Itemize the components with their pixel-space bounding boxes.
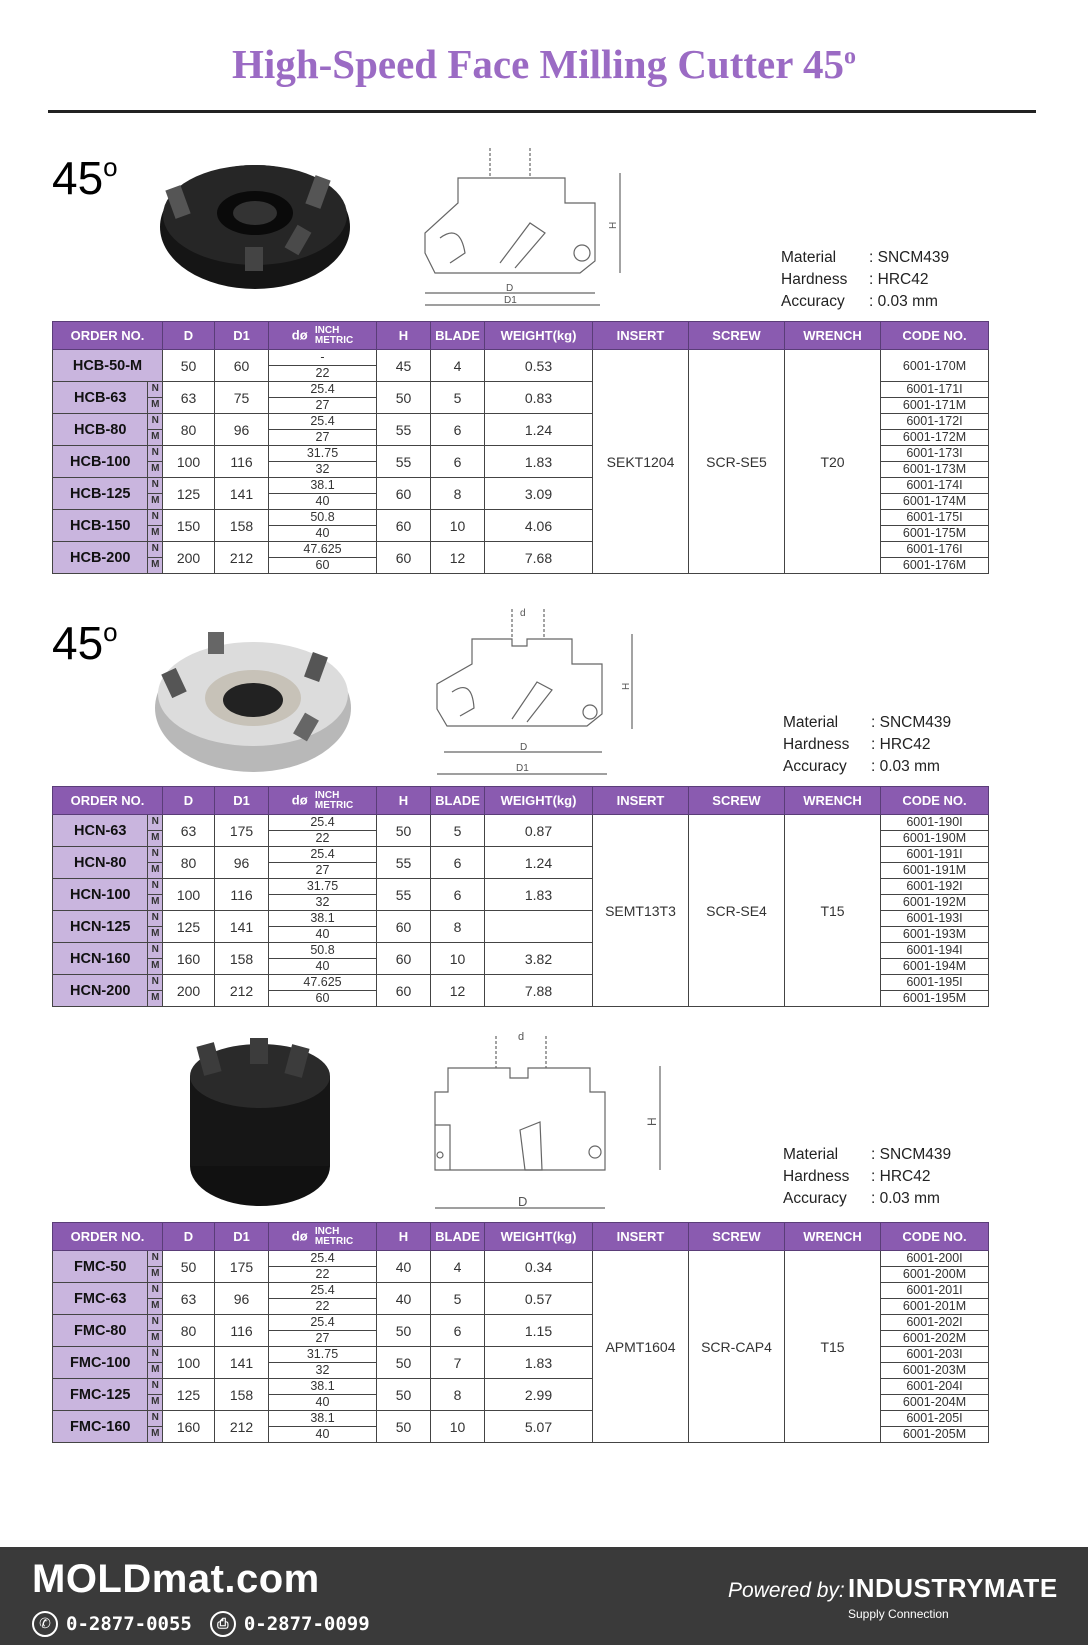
cell-d1: 212 [215, 975, 269, 1007]
cell-code: 6001-202I 6001-202M [881, 1315, 989, 1347]
nm-flag: N M [148, 382, 163, 414]
cell-wrench: T15 [785, 1251, 881, 1443]
nm-flag: N M [148, 510, 163, 542]
col-header-dphi: dø INCH METRIC [269, 322, 377, 350]
nm-flag: N M [148, 847, 163, 879]
cell-weight: 7.88 [485, 975, 593, 1007]
cell-d1: 141 [215, 911, 269, 943]
col-header-wrench: WRENCH [785, 1223, 881, 1251]
cell-d: 160 [163, 943, 215, 975]
cell-d1: 96 [215, 1283, 269, 1315]
cell-bore: 31.75 32 [269, 446, 377, 478]
cell-code: 6001-200I 6001-200M [881, 1251, 989, 1283]
cell-bore: 25.4 27 [269, 847, 377, 879]
powered-by-label: Powered by: [728, 1579, 845, 1602]
spec-table-fmc [52, 1222, 989, 1443]
cell-d: 125 [163, 1379, 215, 1411]
cell-blade: 10 [431, 510, 485, 542]
cell-bore: 47.625 60 [269, 542, 377, 574]
section-fmc [0, 1030, 1088, 1510]
cell-weight: 1.83 [485, 446, 593, 478]
col-header-wrench: WRENCH [785, 322, 881, 350]
cell-bore: 50.8 40 [269, 943, 377, 975]
cell-d1: 212 [215, 542, 269, 574]
angle-label: 45$^o$ [52, 617, 118, 669]
cell-weight: 7.68 [485, 542, 593, 574]
nm-flag: N M [148, 815, 163, 847]
cell-weight: 1.83 [485, 879, 593, 911]
cell-d1: 141 [215, 1347, 269, 1379]
cell-bore: 25.4 22 [269, 1251, 377, 1283]
cell-d1: 158 [215, 1379, 269, 1411]
cell-d: 100 [163, 446, 215, 478]
order-no: HCB-50-M [53, 350, 163, 382]
col-header-dphi: dø INCH METRIC [269, 1223, 377, 1251]
cell-d1: 116 [215, 1315, 269, 1347]
svg-text:D: D [520, 742, 528, 753]
cell-weight [485, 911, 593, 943]
col-header-screw: SCREW [689, 322, 785, 350]
cell-blade: 6 [431, 1315, 485, 1347]
order-no: HCN-100 [53, 879, 148, 911]
cell-h: 55 [377, 847, 431, 879]
cell-code: 6001-176I 6001-176M [881, 542, 989, 574]
col-header-d1: D1 [215, 1223, 269, 1251]
col-header-code: CODE NO. [881, 322, 989, 350]
cutter-photo-silver [148, 620, 358, 780]
footer [0, 1547, 1088, 1645]
cell-weight: 5.07 [485, 1411, 593, 1443]
col-header-blade: BLADE [431, 1223, 485, 1251]
cell-d1: 60 [215, 350, 269, 382]
cell-code: 6001-194I 6001-194M [881, 943, 989, 975]
order-no: HCN-80 [53, 847, 148, 879]
cell-d: 200 [163, 542, 215, 574]
col-header-order: ORDER NO. [53, 1223, 163, 1251]
cell-code: 6001-204I 6001-204M [881, 1379, 989, 1411]
section-hcb [0, 135, 1088, 605]
col-header-weight: WEIGHT(kg) [485, 322, 593, 350]
cell-blade: 8 [431, 911, 485, 943]
cell-blade: 5 [431, 382, 485, 414]
col-header-screw: SCREW [689, 1223, 785, 1251]
svg-text:D: D [518, 1194, 528, 1209]
cell-h: 50 [377, 1315, 431, 1347]
cell-d: 160 [163, 1411, 215, 1443]
svg-text:H: H [621, 682, 632, 690]
svg-text:D1: D1 [504, 295, 517, 306]
nm-flag: N M [148, 1315, 163, 1347]
spec-table-hcn [52, 786, 989, 1007]
cell-wrench: T15 [785, 815, 881, 1007]
phone-number[interactable]: 0-2877-0055 [66, 1613, 192, 1635]
cell-weight: 0.57 [485, 1283, 593, 1315]
cell-h: 60 [377, 911, 431, 943]
cell-h: 55 [377, 879, 431, 911]
cell-d: 150 [163, 510, 215, 542]
cell-d1: 116 [215, 446, 269, 478]
table-row [53, 350, 989, 382]
cell-blade: 12 [431, 975, 485, 1007]
cutter-drawing-fmc [430, 1030, 670, 1210]
cell-code: 6001-170M [881, 350, 989, 382]
order-no: FMC-80 [53, 1315, 148, 1347]
col-header-insert: INSERT [593, 322, 689, 350]
cell-code: 6001-190I 6001-190M [881, 815, 989, 847]
cell-h: 50 [377, 1347, 431, 1379]
cell-weight: 0.34 [485, 1251, 593, 1283]
cell-blade: 12 [431, 542, 485, 574]
cell-wrench: T20 [785, 350, 881, 574]
section-hcn [0, 600, 1088, 1020]
cell-code: 6001-172I 6001-172M [881, 414, 989, 446]
cell-bore: 50.8 40 [269, 510, 377, 542]
cell-code: 6001-195I 6001-195M [881, 975, 989, 1007]
specs-block: Material : SNCM439 Hardness : HRC42 Accuracy : 0.03 mm [781, 249, 950, 310]
order-no: HCN-160 [53, 943, 148, 975]
svg-text:H: H [608, 221, 619, 229]
col-header-h: H [377, 322, 431, 350]
cell-h: 45 [377, 350, 431, 382]
svg-text:D: D [506, 283, 514, 294]
col-header-blade: BLADE [431, 787, 485, 815]
order-no: FMC-125 [53, 1379, 148, 1411]
brand-logo[interactable]: MOLDmat.com [32, 1557, 320, 1601]
order-no: FMC-50 [53, 1251, 148, 1283]
cell-d: 200 [163, 975, 215, 1007]
nm-flag: N M [148, 1251, 163, 1283]
contact-numbers [32, 1611, 370, 1637]
svg-text:d: d [520, 608, 526, 619]
cell-bore: 38.1 40 [269, 911, 377, 943]
col-header-code: CODE NO. [881, 787, 989, 815]
nm-flag: N M [148, 446, 163, 478]
col-header-weight: WEIGHT(kg) [485, 1223, 593, 1251]
svg-text:H: H [645, 1117, 659, 1126]
cell-d: 63 [163, 1283, 215, 1315]
cell-d1: 158 [215, 510, 269, 542]
cell-bore: 31.75 32 [269, 1347, 377, 1379]
cell-weight: 3.09 [485, 478, 593, 510]
cell-weight: 3.82 [485, 943, 593, 975]
col-header-weight: WEIGHT(kg) [485, 787, 593, 815]
cell-code: 6001-201I 6001-201M [881, 1283, 989, 1315]
cell-blade: 5 [431, 1283, 485, 1315]
nm-flag: N M [148, 542, 163, 574]
cell-d1: 175 [215, 815, 269, 847]
cell-d1: 75 [215, 382, 269, 414]
cell-h: 60 [377, 542, 431, 574]
col-header-h: H [377, 787, 431, 815]
cell-code: 6001-174I 6001-174M [881, 478, 989, 510]
order-no: HCB-100 [53, 446, 148, 478]
cell-screw: SCR-SE4 [689, 815, 785, 1007]
cutter-drawing-hcb [420, 143, 650, 313]
order-no: FMC-100 [53, 1347, 148, 1379]
col-header-d: D [163, 322, 215, 350]
cell-d1: 116 [215, 879, 269, 911]
cell-d: 80 [163, 847, 215, 879]
cell-bore: 25.4 27 [269, 382, 377, 414]
nm-flag: N M [148, 414, 163, 446]
col-header-blade: BLADE [431, 322, 485, 350]
cell-code: 6001-175I 6001-175M [881, 510, 989, 542]
cell-bore: 47.625 60 [269, 975, 377, 1007]
cell-blade: 6 [431, 879, 485, 911]
cell-h: 55 [377, 446, 431, 478]
cell-weight: 2.99 [485, 1379, 593, 1411]
nm-flag: N M [148, 975, 163, 1007]
nm-flag: N M [148, 478, 163, 510]
cell-weight: 4.06 [485, 510, 593, 542]
cell-h: 50 [377, 1411, 431, 1443]
order-no: HCB-200 [53, 542, 148, 574]
cell-bore: 38.1 40 [269, 1411, 377, 1443]
cell-blade: 6 [431, 847, 485, 879]
cell-bore: 31.75 32 [269, 879, 377, 911]
col-header-wrench: WRENCH [785, 787, 881, 815]
cutter-drawing-hcn [432, 604, 662, 784]
cell-d: 63 [163, 815, 215, 847]
col-header-insert: INSERT [593, 787, 689, 815]
col-header-h: H [377, 1223, 431, 1251]
cell-h: 55 [377, 414, 431, 446]
title-divider [48, 110, 1036, 113]
cell-d: 100 [163, 1347, 215, 1379]
col-header-d1: D1 [215, 322, 269, 350]
cell-screw: SCR-SE5 [689, 350, 785, 574]
cell-h: 40 [377, 1283, 431, 1315]
cell-blade: 10 [431, 943, 485, 975]
cell-h: 40 [377, 1251, 431, 1283]
cell-bore: 25.4 22 [269, 1283, 377, 1315]
cell-h: 60 [377, 943, 431, 975]
cell-d: 63 [163, 382, 215, 414]
cell-blade: 6 [431, 446, 485, 478]
cell-bore: 25.4 27 [269, 1315, 377, 1347]
nm-flag: N M [148, 1379, 163, 1411]
order-no: HCB-80 [53, 414, 148, 446]
cell-d: 100 [163, 879, 215, 911]
cell-h: 60 [377, 975, 431, 1007]
order-no: HCN-200 [53, 975, 148, 1007]
cell-d: 80 [163, 414, 215, 446]
cell-code: 6001-191I 6001-191M [881, 847, 989, 879]
fax-number: 0-2877-0099 [243, 1613, 370, 1635]
cell-d1: 96 [215, 847, 269, 879]
col-header-d1: D1 [215, 787, 269, 815]
cell-code: 6001-193I 6001-193M [881, 911, 989, 943]
cell-weight: 0.87 [485, 815, 593, 847]
phone-icon: ✆ [32, 1611, 58, 1637]
order-no: HCN-63 [53, 815, 148, 847]
cell-weight: 0.83 [485, 382, 593, 414]
cell-d: 125 [163, 478, 215, 510]
cell-d: 50 [163, 350, 215, 382]
cell-bore: 38.1 40 [269, 1379, 377, 1411]
cell-blade: 10 [431, 1411, 485, 1443]
cell-insert: SEKT1204 [593, 350, 689, 574]
col-header-screw: SCREW [689, 787, 785, 815]
nm-flag: N M [148, 1283, 163, 1315]
cell-weight: 1.15 [485, 1315, 593, 1347]
cell-weight: 1.24 [485, 847, 593, 879]
cell-d1: 212 [215, 1411, 269, 1443]
specs-block: Material : SNCM439 Hardness : HRC42 Accuracy : 0.03 mm [783, 1146, 952, 1207]
specs-block: Material : SNCM439 Hardness : HRC42 Accuracy : 0.03 mm [783, 714, 952, 775]
cell-code: 6001-173I 6001-173M [881, 446, 989, 478]
cell-d1: 141 [215, 478, 269, 510]
cell-screw: SCR-CAP4 [689, 1251, 785, 1443]
cell-bore: 25.4 27 [269, 414, 377, 446]
cutter-photo-fmc [170, 1036, 350, 1216]
cell-d: 50 [163, 1251, 215, 1283]
order-no: FMC-63 [53, 1283, 148, 1315]
cell-bore: - 22 [269, 350, 377, 382]
order-no: HCB-63 [53, 382, 148, 414]
cell-bore: 38.1 40 [269, 478, 377, 510]
col-header-insert: INSERT [593, 1223, 689, 1251]
col-header-dphi: dø INCH METRIC [269, 787, 377, 815]
industrymate-logo[interactable]: INDUSTRYMATE [848, 1573, 1058, 1603]
cell-blade: 8 [431, 478, 485, 510]
cell-h: 50 [377, 1379, 431, 1411]
cell-d: 80 [163, 1315, 215, 1347]
fax-icon: ⎙ [210, 1611, 236, 1637]
cell-weight: 0.53 [485, 350, 593, 382]
col-header-order: ORDER NO. [53, 787, 163, 815]
nm-flag: N M [148, 911, 163, 943]
svg-text:d: d [518, 1031, 525, 1043]
order-no: FMC-160 [53, 1411, 148, 1443]
cell-weight: 1.83 [485, 1347, 593, 1379]
order-no: HCN-125 [53, 911, 148, 943]
cell-d1: 96 [215, 414, 269, 446]
cell-bore: 25.4 22 [269, 815, 377, 847]
cell-code: 6001-171I 6001-171M [881, 382, 989, 414]
cell-code: 6001-205I 6001-205M [881, 1411, 989, 1443]
svg-text:D1: D1 [516, 763, 529, 774]
nm-flag: N M [148, 1347, 163, 1379]
cell-insert: SEMT13T3 [593, 815, 689, 1007]
order-no: HCB-150 [53, 510, 148, 542]
cell-d1: 158 [215, 943, 269, 975]
cell-h: 60 [377, 478, 431, 510]
col-header-code: CODE NO. [881, 1223, 989, 1251]
cell-code: 6001-203I 6001-203M [881, 1347, 989, 1379]
page-title: High-Speed Face Milling Cutter 45$^o$ [232, 41, 856, 87]
col-header-d: D [163, 1223, 215, 1251]
cell-weight: 1.24 [485, 414, 593, 446]
cell-h: 60 [377, 510, 431, 542]
cell-blade: 4 [431, 350, 485, 382]
cell-blade: 5 [431, 815, 485, 847]
col-header-order: ORDER NO. [53, 322, 163, 350]
cell-blade: 7 [431, 1347, 485, 1379]
industrymate-tagline: Supply Connection [848, 1607, 949, 1621]
cutter-photo-black [150, 147, 360, 307]
nm-flag: N M [148, 879, 163, 911]
nm-flag: N M [148, 943, 163, 975]
cell-d: 125 [163, 911, 215, 943]
table-row [53, 1251, 989, 1283]
col-header-d: D [163, 787, 215, 815]
spec-table-hcb [52, 321, 989, 574]
cell-d1: 175 [215, 1251, 269, 1283]
cell-h: 50 [377, 382, 431, 414]
angle-label: 45$^o$ [52, 152, 118, 204]
nm-flag: N M [148, 1411, 163, 1443]
table-row [53, 815, 989, 847]
order-no: HCB-125 [53, 478, 148, 510]
cell-code: 6001-192I 6001-192M [881, 879, 989, 911]
cell-h: 50 [377, 815, 431, 847]
cell-blade: 4 [431, 1251, 485, 1283]
cell-blade: 6 [431, 414, 485, 446]
cell-blade: 8 [431, 1379, 485, 1411]
cell-insert: APMT1604 [593, 1251, 689, 1443]
